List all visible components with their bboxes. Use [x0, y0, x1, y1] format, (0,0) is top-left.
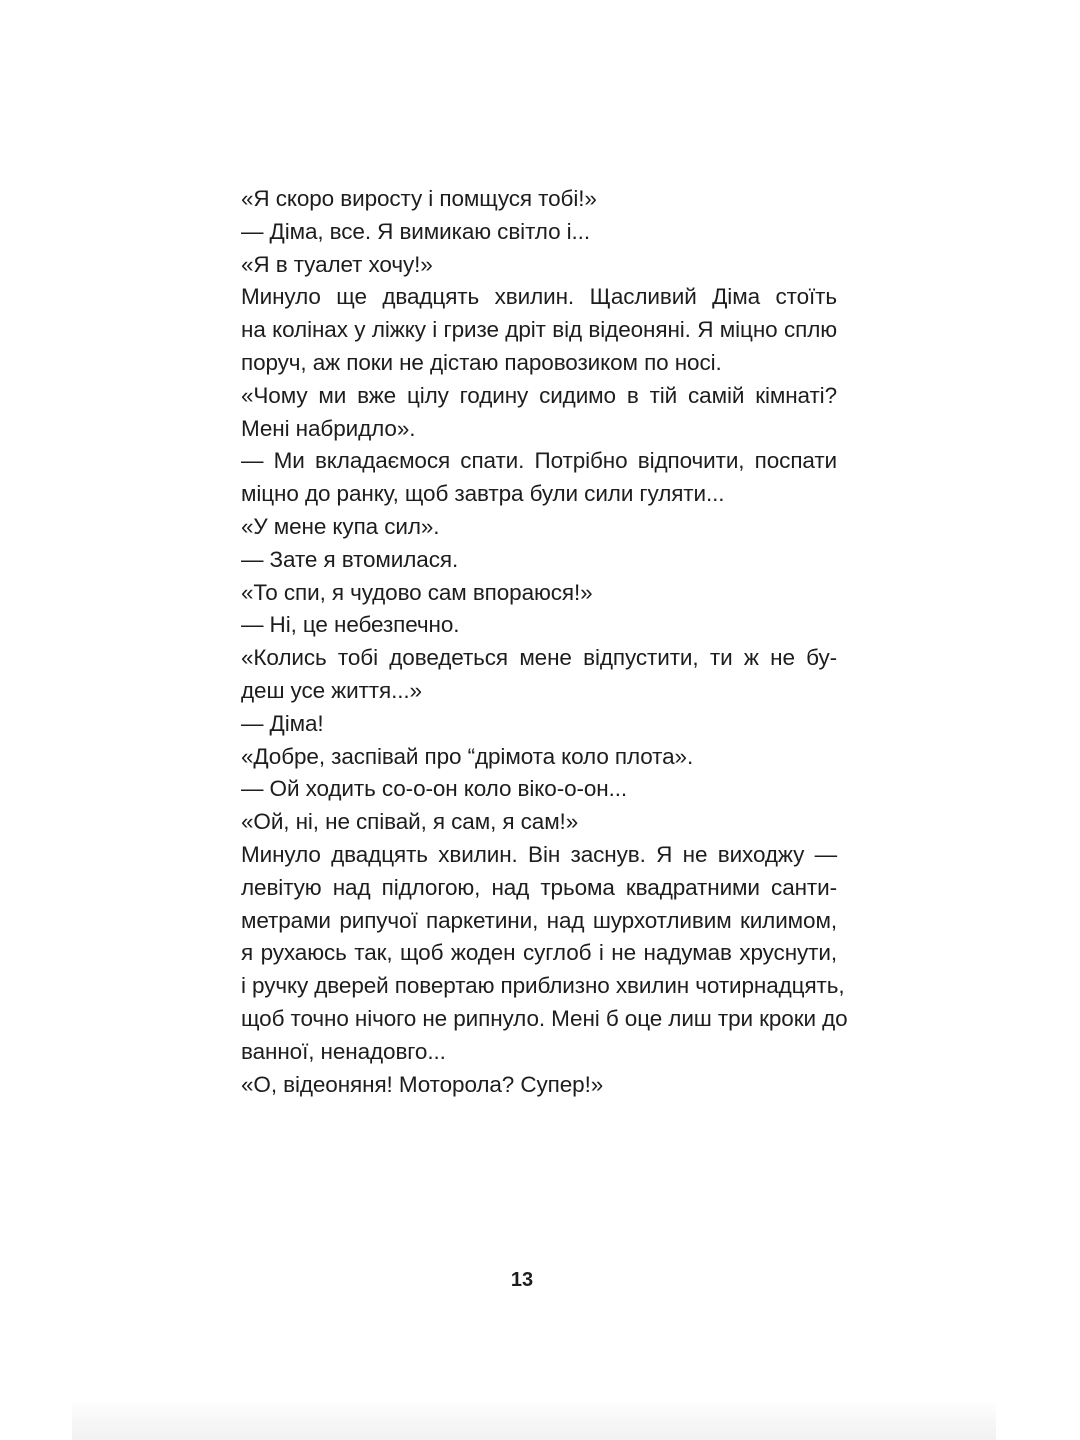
page-number: 13 — [510, 1269, 534, 1291]
text-line: «У мене купа сил». — [241, 513, 440, 539]
text-line: — Діма, все. Я вимикаю світло і... — [241, 218, 590, 244]
text-line: «Я в туалет хочу!» — [241, 251, 433, 277]
text-line: «Чому ми вже цілу годину сидимо в тій самій кімнаті? — [241, 382, 837, 408]
text-line: Минуло двадцять хвилин. Він заснув. Я не виходжу — — [241, 841, 837, 867]
text-line: «Ой, ні, не співай, я сам, я сам!» — [241, 809, 579, 835]
body-text — [241, 183, 848, 1101]
text-line: — Діма! — [241, 710, 324, 736]
text-line: міцно до ранку, щоб завтра були сили гуляти... — [241, 481, 725, 507]
text-line: «О, відеоняня! Моторола? Супер!» — [241, 1071, 604, 1097]
text-line: Мені набридло». — [241, 415, 416, 441]
text-line: ванної, ненадовго... — [241, 1038, 446, 1064]
text-line: щоб точно нічого не рипнуло. Мені б оце лиш три кроки до — [241, 1005, 848, 1031]
text-line: «То спи, я чудово сам впораюся!» — [241, 579, 593, 605]
text-line: поруч, аж поки не дістаю паровозиком по носі. — [241, 349, 722, 375]
text-line: — Ой ходить со-о-он коло віко-о-он... — [241, 776, 628, 802]
text-line: і ручку дверей повертаю приблизно хвилин чотирнадцять, — [241, 973, 845, 999]
text-line: Минуло ще двадцять хвилин. Щасливий Діма стоїть — [241, 284, 837, 310]
text-line: — Ми вкладаємося спати. Потрібно відпочити, поспати — [241, 448, 837, 474]
text-line: левітую над підлогою, над трьома квадратними санти- — [241, 874, 837, 900]
text-line: «Добре, заспівай про “дрімота коло плота». — [241, 743, 694, 769]
text-line: «Я скоро виросту і помщуся тобі!» — [241, 186, 597, 211]
text-line: метрами рипучої паркетини, над шурхотливим килимом, — [241, 907, 837, 933]
text-line: на колінах у ліжку і гризе дріт від відеоняні. Я міцно сплю — [241, 317, 837, 343]
text-line: — Ні, це небезпечно. — [241, 612, 460, 638]
text-line: деш усе життя...» — [241, 677, 422, 703]
page-bottom-shadow — [72, 1400, 996, 1440]
text-line: «Колись тобі доведеться мене відпустити, ти ж не бу- — [241, 645, 837, 671]
text-line: я рухаюсь так, щоб жоден суглоб і не надумав хруснути, — [241, 940, 837, 966]
text-line: — Зате я втомилася. — [241, 546, 459, 572]
